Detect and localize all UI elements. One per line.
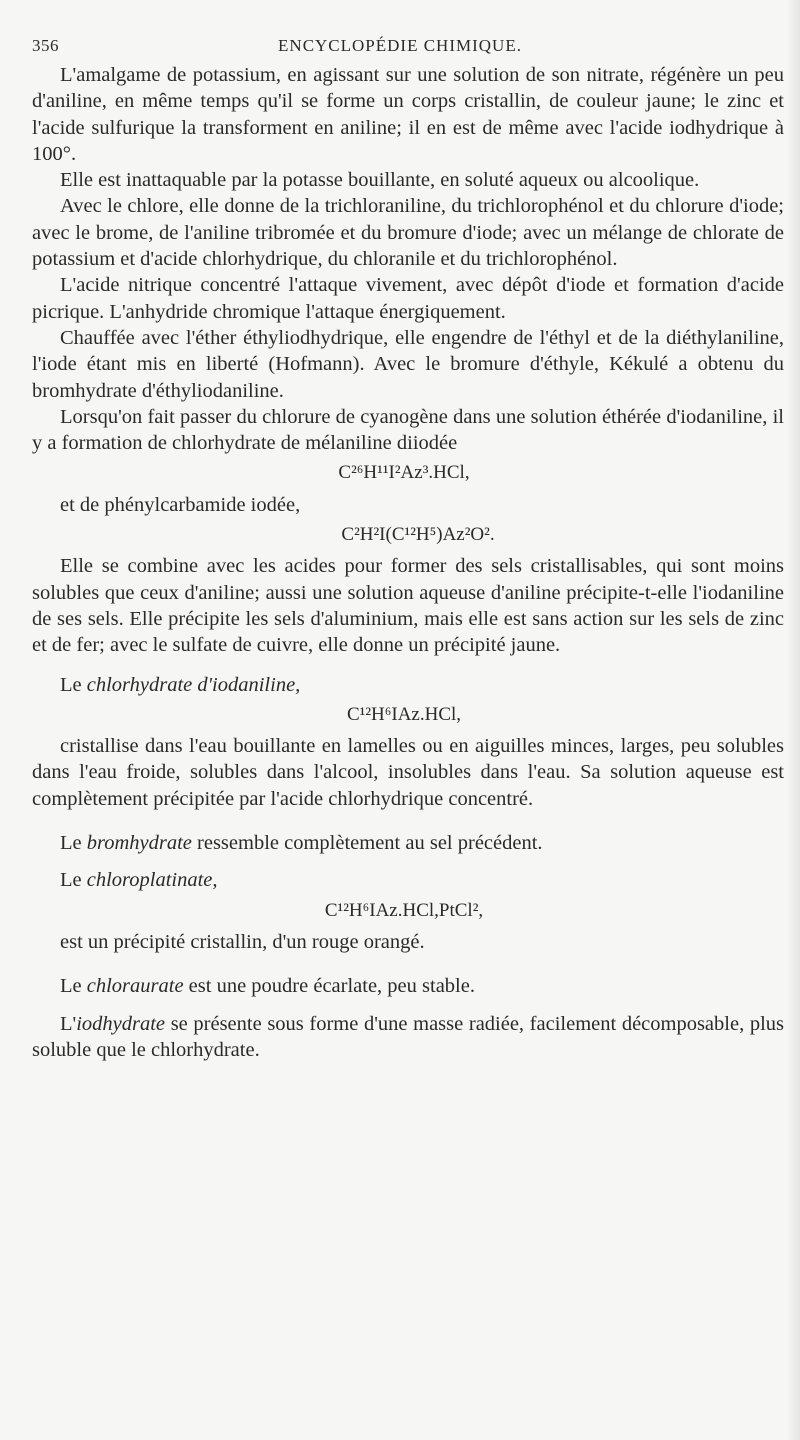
spacer bbox=[32, 1000, 784, 1011]
lead-word: Le bbox=[60, 869, 82, 892]
paragraph-cyanogene: Lorsqu'on fait passer du chlorure de cyanogène dans une solution éthérée d'iodaniline, il y a formation de chlorhydrate de mélaniline diiodée bbox=[32, 405, 784, 455]
paragraph-acide-nitrique: L'acide nitrique concentré l'attaque vivement, avec dépôt d'iode et formation d'acide picrique. L'anhydride chromique l'attaque énergiquement. bbox=[32, 274, 784, 323]
paragraph-bromhydrate bbox=[32, 830, 784, 856]
paragraph-chloroplatinate bbox=[32, 867, 784, 893]
italic-term: bromhydrate bbox=[86, 832, 192, 855]
spacer bbox=[32, 856, 784, 867]
spacer bbox=[32, 812, 784, 830]
paragraph-ether: Chauffée avec l'éther éthyliodhydrique, elle engendre de l'éthyl et de la diéthylaniline, l'iode étant mis en liberté (Hofmann). Avec le bromure d'éthyle, Kékulé a obtenu du bromhydrate d'éthyliodaniline. bbox=[32, 326, 784, 402]
spacer bbox=[32, 659, 784, 672]
page-header bbox=[32, 36, 768, 62]
paragraph-precipite: est un précipité cristallin, d'un rouge orangé. bbox=[60, 930, 425, 953]
trailing-text: se présente sous forme d'une masse radiée, facilement décomposable, plus soluble que le chlorhydrate. bbox=[32, 1012, 785, 1061]
paragraph-chloraurate bbox=[32, 973, 784, 999]
page-edge-shadow bbox=[786, 0, 800, 1440]
paragraph-amalgame: L'amalgame de potassium, en agissant sur une solution de son nitrate, régénère un peu d'aniline, en même temps qu'il se forme un corps cristallin, de couleur jaune; le zinc et l'acide sulfurique la transforment en aniline; il en est de même avec l'acide iodhydrique à 100°. bbox=[32, 64, 784, 165]
paragraph-chlore: Avec le chlore, elle donne de la trichloraniline, du trichlorophénol et du chlorure d'iode; avec le brome, de l'aniline tribromée et du bromure d'iode; avec un mélange de chlorate de potassium et d'acide chlorhydrique, du chloranile et du trichlorophénol. bbox=[32, 195, 784, 271]
lead-word: Le bbox=[60, 673, 82, 696]
italic-term: iodhydrate bbox=[76, 1012, 166, 1035]
formula-phenylcarbamide: C²H²I(C¹²H⁵)Az²O². bbox=[341, 524, 495, 546]
lead-word: Le bbox=[60, 975, 82, 998]
paragraph-chlorhydrate bbox=[32, 672, 784, 698]
italic-term: chloraurate bbox=[86, 975, 184, 998]
running-title: ENCYCLOPÉDIE CHIMIQUE. bbox=[278, 36, 522, 55]
page-number: 356 bbox=[32, 36, 59, 55]
body-text bbox=[32, 62, 784, 1063]
lead-word: Le bbox=[60, 832, 82, 855]
spacer bbox=[32, 955, 784, 973]
formula-chloroplatinate: C¹²H⁶IAz.HCl,PtCl², bbox=[324, 899, 484, 921]
paragraph-sels: Elle se combine avec les acides pour former des sels cristallisables, qui sont moins solubles que ceux d'aniline; aussi une solution aqueuse d'aniline précipite-t-elle l'iodaniline de ses sels. Elle précipite les sels d'aluminium, mais elle est sans action sur les sels de zinc et de fer; avec le sulfate de cuivre, elle donne un précipité jaune. bbox=[32, 555, 784, 657]
paragraph-iodhydrate bbox=[32, 1011, 784, 1064]
trailing-text: est une poudre écarlate, peu stable. bbox=[188, 975, 475, 998]
formula-melaniline: C²⁶H¹¹I²Az³.HCl, bbox=[338, 462, 470, 484]
formula-chlorhydrate: C¹²H⁶IAz.HCl, bbox=[346, 703, 462, 725]
trailing-text: ressemble complètement au sel précédent. bbox=[197, 832, 543, 855]
paragraph-phenylcarbamide: et de phénylcarbamide iodée, bbox=[60, 493, 301, 516]
paragraph-potasse: Elle est inattaquable par la potasse bouillante, en soluté aqueux ou alcoolique. bbox=[60, 169, 700, 192]
paragraph-cristallise: cristallise dans l'eau bouillante en lamelles ou en aiguilles minces, larges, peu solubles dans l'eau froide, solubles dans l'alcool, insolubles dans l'eau. Sa solution aqueuse est complètement précipitée par l'acide chlorhydrique concentré. bbox=[32, 735, 784, 810]
italic-term: chlorhydrate d'iodaniline, bbox=[86, 673, 301, 696]
lead-word: L' bbox=[60, 1012, 77, 1035]
italic-term: chloroplatinate, bbox=[86, 869, 218, 892]
